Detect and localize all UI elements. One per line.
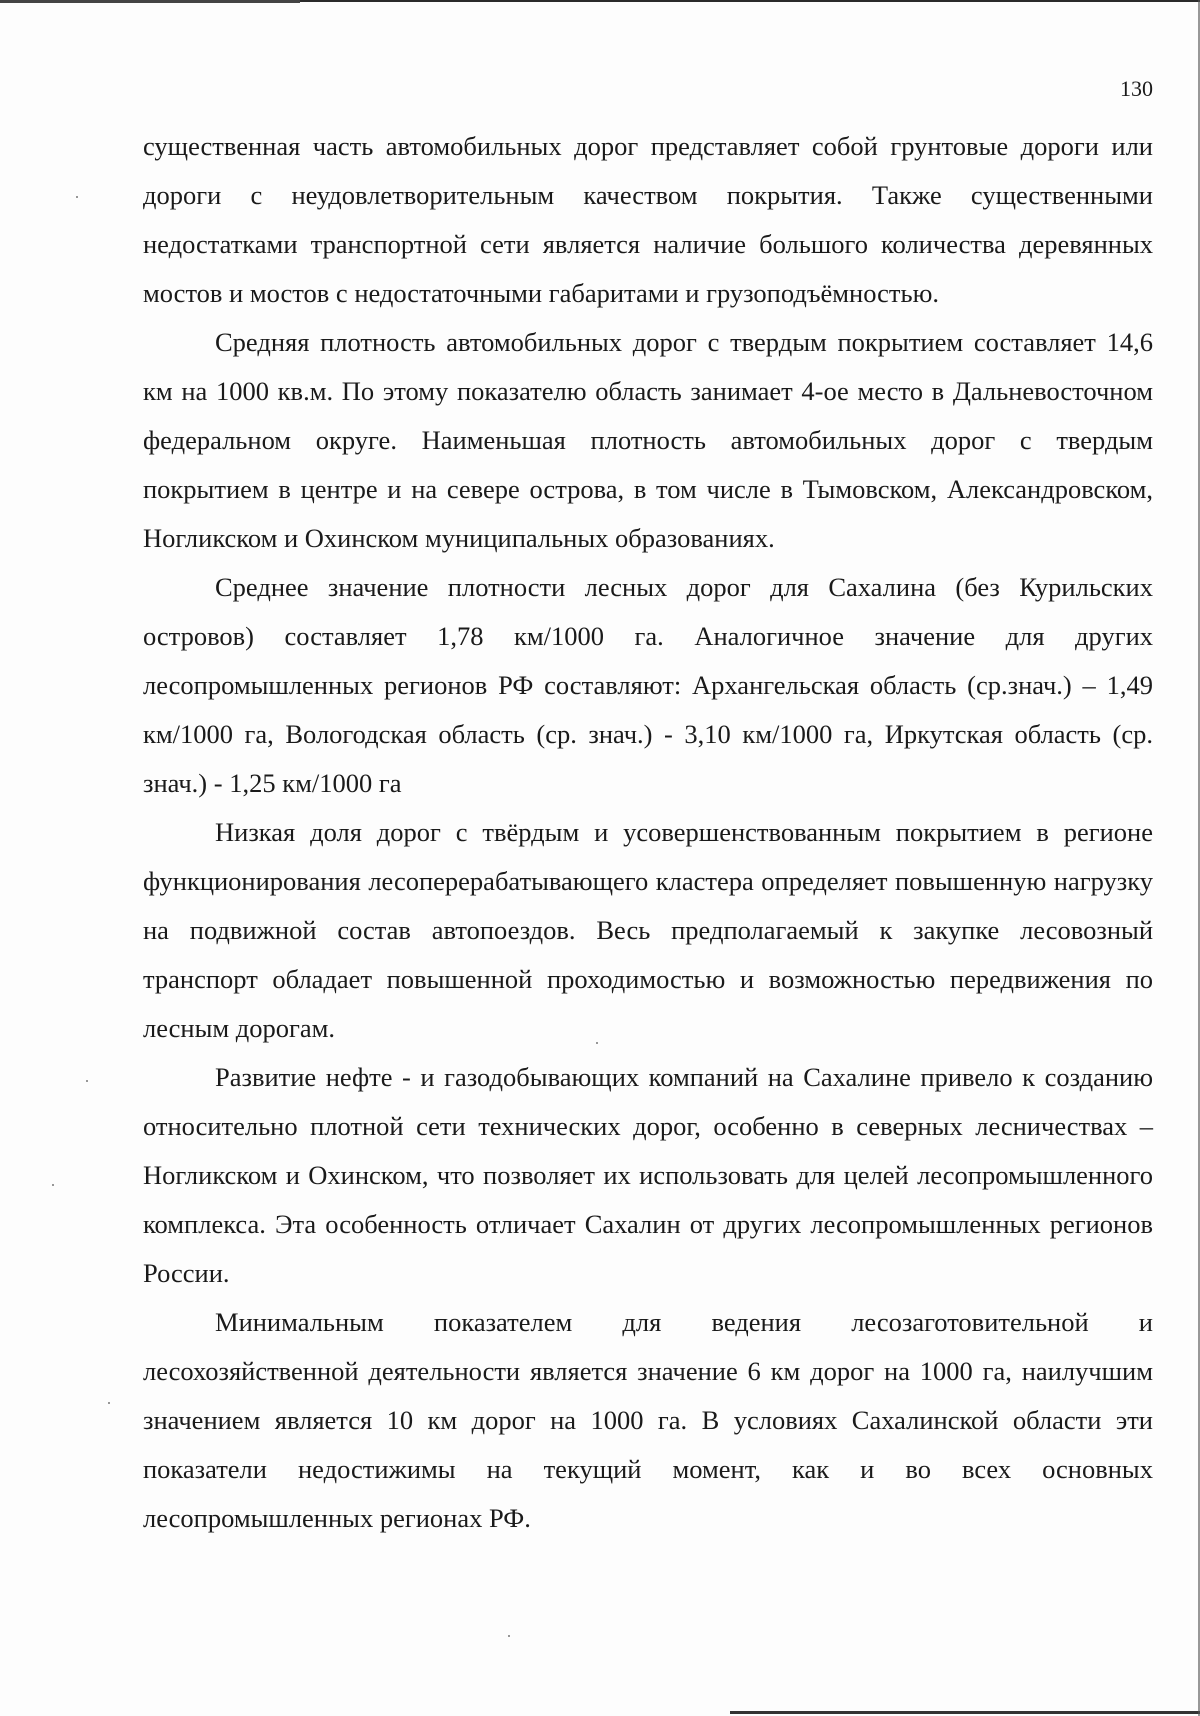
page-number: 130 — [1120, 76, 1153, 101]
scan-bottom-edge — [730, 1711, 1200, 1714]
paragraph-5: Развитие нефте - и газодобывающих компаний на Сахалине привело к созданию относительно плотной сети технических дорог, особенно в северных лесничествах – Ногликском и Охинском, что позволяет их использовать для целей лесопромышленного комплекса. Эта особенность отличает Сахалин от других лесопромышленных регионов России. — [143, 1062, 1153, 1288]
scan-speck — [76, 196, 78, 198]
paragraph-4: Низкая доля дорог с твёрдым и усовершенствованным покрытием в регионе функционирования лесоперерабатывающего кластера определяет повышенную нагрузку на подвижной состав автопоездов. Весь предполагаемый к закупке лесовозный транспорт обладает повышенной проходимостью и возможностью передвижения по лесным дорогам. — [143, 817, 1153, 1043]
scan-speck — [108, 1402, 110, 1404]
scan-speck — [508, 1635, 510, 1637]
scan-speck — [52, 1184, 54, 1186]
paragraph-1: существенная часть автомобильных дорог представляет собой грунтовые дороги или дороги с неудовлетворительным качеством покрытия. Также существенными недостатками транспортной сети является наличие большого количества деревянных мостов и мостов с недостаточными габаритами и грузоподъёмностью. — [143, 131, 1153, 308]
paragraph-3: Среднее значение плотности лесных дорог для Сахалина (без Курильских островов) составляет 1,78 км/1000 га. Аналогичное значение для других лесопромышленных регионов РФ составляют: Архангельская область (ср.знач.) – 1,49 км/1000 га, Вологодская область (ср. знач.) - 3,10 км/1000 га, Иркутская область (ср. знач.) - 1,25 км/1000 га — [143, 572, 1153, 798]
body-text — [143, 122, 1153, 1543]
scan-top-edge-shadow — [0, 0, 300, 3]
paragraph-2: Средняя плотность автомобильных дорог с твердым покрытием составляет 14,6 км на 1000 кв.м. По этому показателю область занимает 4-ое место в Дальневосточном федеральном округе. Наименьшая плотность автомобильных дорог с твердым покрытием в центре и на севере острова, в том числе в Тымовском, Александровском, Ногликском и Охинском муниципальных образованиях. — [143, 327, 1153, 553]
scan-speck — [86, 1080, 88, 1082]
paragraph-6: Минимальным показателем для ведения лесозаготовительной и лесохозяйственной деятельности является значение 6 км дорог на 1000 га, наилучшим значением является 10 км дорог на 1000 га. В условиях Сахалинской области эти показатели недостижимы на текущий момент, как и во всех основных лесопромышленных регионах РФ. — [143, 1307, 1153, 1533]
